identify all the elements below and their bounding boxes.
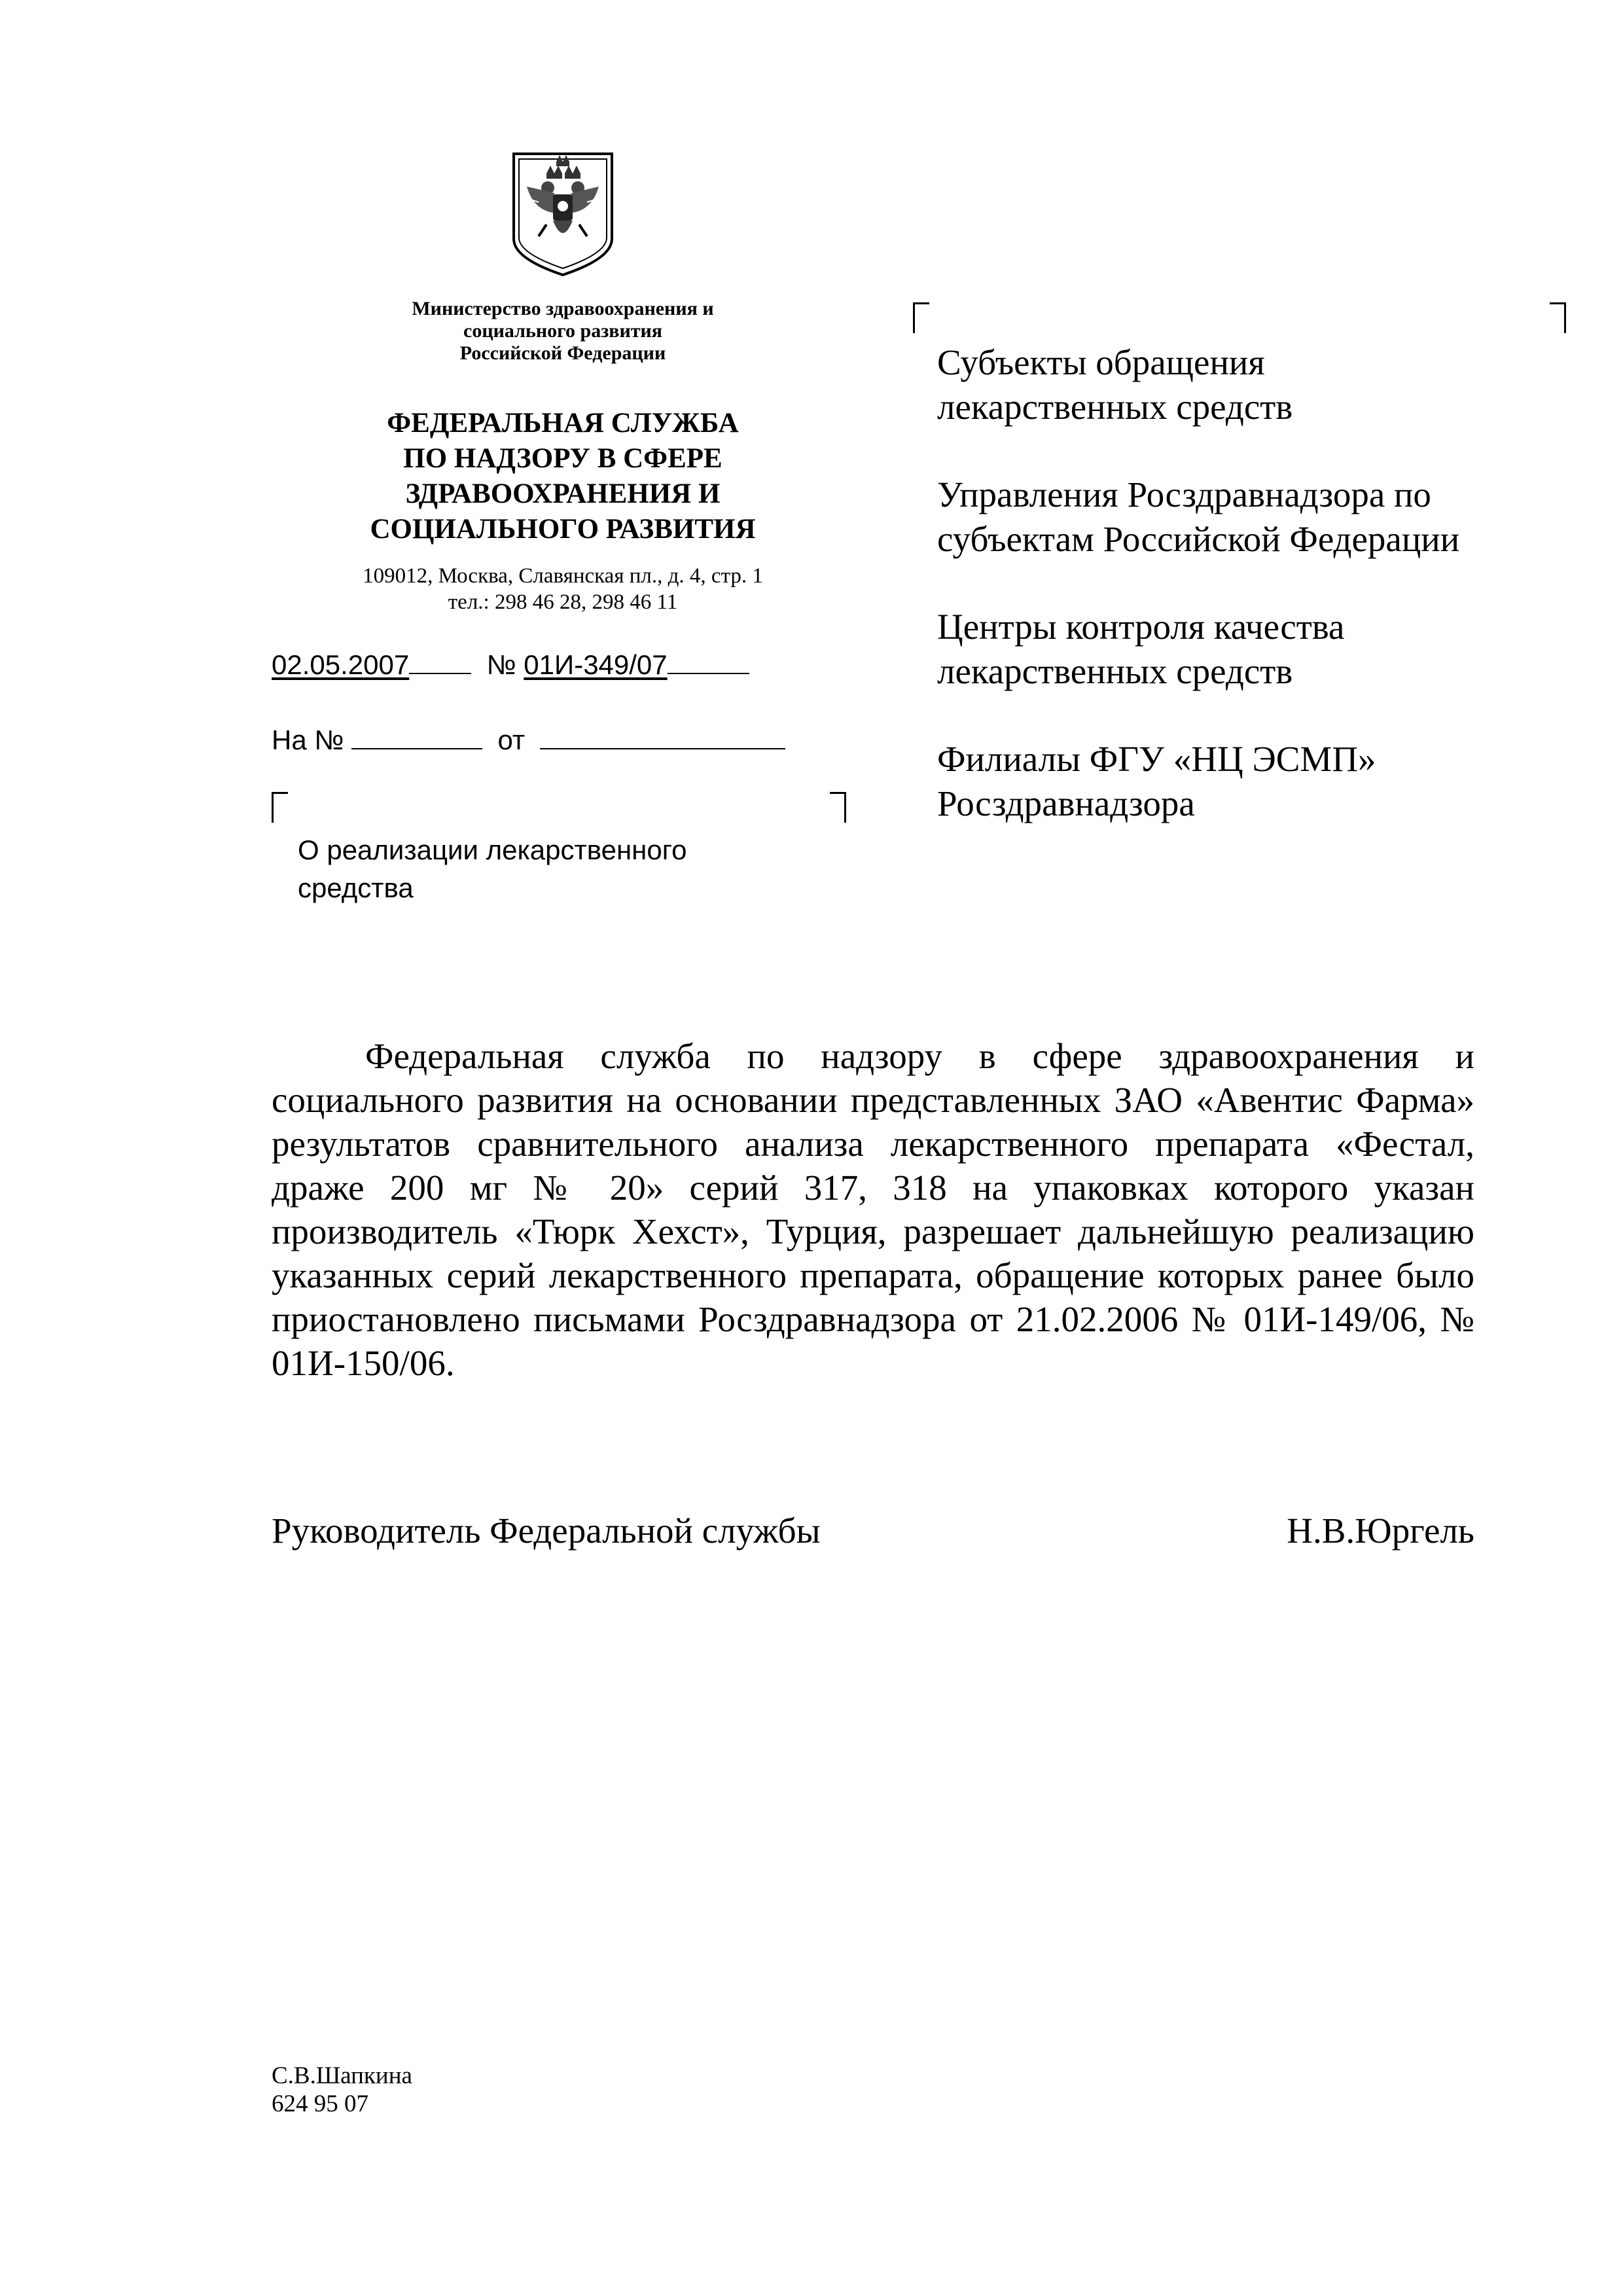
addressee-line: субъектам Российской Федерации [937,519,1460,559]
service-address [301,563,825,615]
ministry-line: Министерство здравоохранения и [412,298,714,319]
addressee-line: лекарственных средств [937,387,1293,427]
address-line: 109012, Москва, Славянская пл., д. 4, стр. 1 [363,564,763,588]
ministry-line: социального развития [463,320,662,342]
letter-subject [298,831,795,907]
addressee-bracket-right [1550,302,1566,333]
addressee-line: Росздравнадзора [937,783,1195,823]
reply-date-blank [540,723,785,749]
subject-bracket-right [830,792,846,823]
registration-line [272,648,795,681]
phone-line: тел.: 298 46 28, 298 46 11 [448,590,678,614]
reply-reference-line [272,723,795,757]
executor-name: С.В.Шапкина [272,2062,412,2089]
date-underline [409,648,471,674]
addressee-bracket-left [913,302,929,333]
service-name [301,406,825,547]
doc-number: 01И-349/07 [524,649,668,680]
signature-block [272,1509,1474,1552]
service-line: ФЕДЕРАЛЬНАЯ СЛУЖБА [387,408,739,439]
ministry-line: Российской Федерации [459,342,666,364]
subject-bracket-left [272,792,288,823]
executor-phone: 624 95 07 [272,2090,368,2117]
addressee-line: Филиалы ФГУ «НЦ ЭСМП» [937,739,1376,779]
reply-from-label: от [497,725,526,755]
service-line: ЗДРАВООХРАНЕНИЯ И [405,478,721,509]
executor-block [272,2062,664,2118]
ministry-name [340,298,785,365]
signatory-name: Н.В.Юргель [1287,1511,1474,1551]
service-line: ПО НАДЗОРУ В СФЕРЕ [403,443,722,474]
coat-of-arms-icon [507,147,618,278]
addressee-line: Управления Росздравнадзора по [937,475,1431,514]
signatory-position: Руководитель Федеральной службы [272,1511,821,1551]
addressee-item [937,473,1565,562]
reply-number-blank [351,723,482,749]
subject-line: О реализации лекарственного [298,834,687,865]
reply-label: На № [272,725,344,755]
addressee-item [937,605,1565,694]
addressee-item [937,340,1565,429]
addressee-line: Субъекты обращения [937,342,1265,382]
addressee-list [937,340,1565,869]
addressee-line: лекарственных средств [937,651,1293,691]
number-label: № [486,649,516,680]
doc-date: 02.05.2007 [272,649,410,680]
subject-line: средства [298,872,414,903]
addressee-line: Центры контроля качества [937,607,1345,647]
letter-body: Федеральная служба по надзору в сфере здравоохранения и социального развития на основании представленных ЗАО «Авентис Фарма» результатов сравнительного анализа лекарственного препарата «Фестал, драже 200 мг № 20» серий 317, 318 на упаковках которого указан производитель «Тюрк Хехст», Турция, разрешает дальнейшую реализацию указанных серий лекарственного препарата, обращение которых ранее было приостановлено письмами Росздравнадзора от 21.02.2006 № 01И-149/06, № 01И-150/06. [272,1036,1474,1383]
service-line: СОЦИАЛЬНОГО РАЗВИТИЯ [370,514,756,545]
number-underline [668,648,749,674]
addressee-item [937,737,1565,826]
